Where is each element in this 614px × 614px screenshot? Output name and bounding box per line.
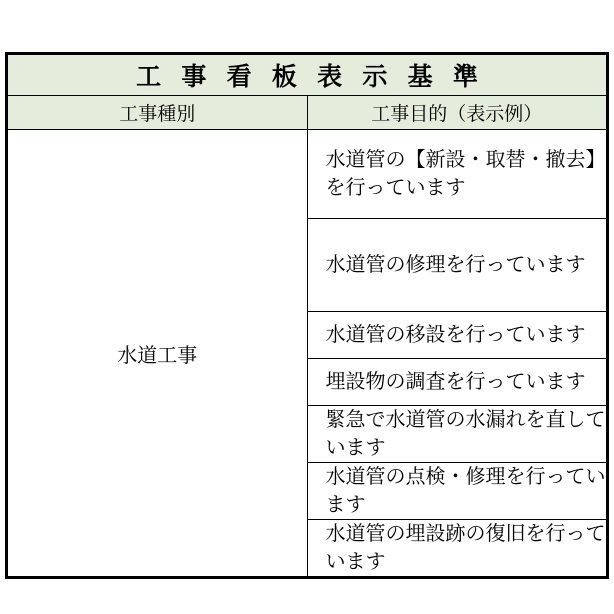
purpose-text-1: 水道管の【新設・取替・撤去】を行っています: [307, 130, 607, 219]
work-kind-water-supply: 水道工事: [8, 130, 308, 577]
table-title-row: [8, 55, 607, 96]
sign-standard-table-container: [5, 52, 609, 579]
table-row: [8, 130, 607, 219]
column-header-purpose: 工事目的（表示例）: [307, 96, 607, 130]
purpose-text-7: 水道管の埋設跡の復旧を行っています: [307, 520, 607, 577]
purpose-text-2: 水道管の修理を行っています: [307, 219, 607, 312]
sign-standard-table: [7, 54, 607, 577]
purpose-text-6: 水道管の点検・修理を行っています: [307, 463, 607, 520]
table-header-row: [8, 96, 607, 130]
purpose-text-4: 埋設物の調査を行っています: [307, 359, 607, 406]
column-header-kind: 工事種別: [8, 96, 308, 130]
purpose-text-5: 緊急で水道管の水漏れを直しています: [307, 406, 607, 463]
document-title: 工 事 看 板 表 示 基 準: [8, 55, 607, 96]
purpose-text-3: 水道管の移設を行っています: [307, 312, 607, 359]
